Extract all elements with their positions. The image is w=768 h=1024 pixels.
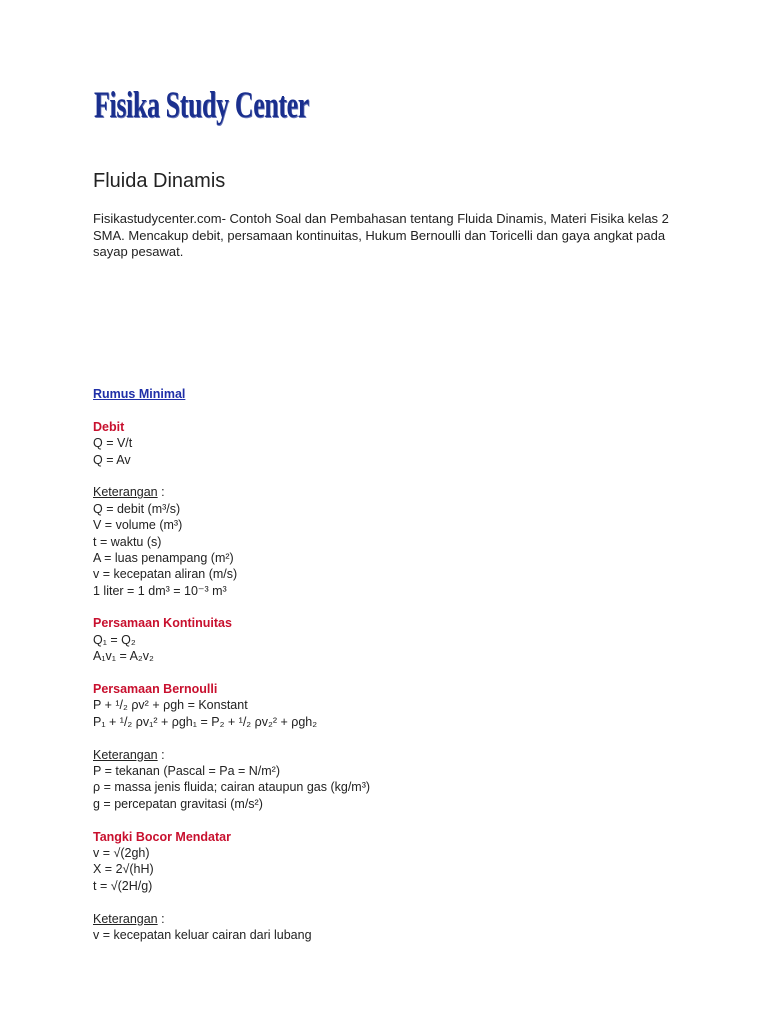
debit-item: 1 liter = 1 dm³ = 10⁻³ m³	[93, 583, 227, 598]
debit-item: A = luas penampang (m²)	[93, 550, 234, 565]
keterangan-colon: :	[157, 485, 165, 500]
debit-item: Q = debit (m³/s)	[93, 501, 181, 516]
kontinuitas-formula: A₁v₁ = A₂v₂	[93, 649, 154, 664]
kontinuitas-heading: Persamaan Kontinuitas	[93, 616, 232, 631]
keterangan-label: Keterangan	[93, 485, 158, 500]
rumus-minimal-link[interactable]: Rumus Minimal	[93, 387, 186, 401]
intro-line: sayap pesawat.	[93, 244, 184, 259]
debit-keterangan	[93, 484, 693, 500]
intro-paragraph	[93, 211, 693, 261]
bernoulli-formula: P + ¹/₂ ρv² + ρgh = Konstant	[93, 698, 248, 713]
bernoulli-item: P = tekanan (Pascal = Pa = N/m²)	[93, 763, 281, 778]
debit-heading: Debit	[93, 419, 125, 434]
site-logo: Fisika Study Center	[94, 85, 309, 126]
tangki-keterangan	[93, 911, 693, 927]
tangki-item: v = kecepatan keluar cairan dari lubang	[93, 927, 312, 942]
bernoulli-formula: P₁ + ¹/₂ ρv₁² + ρgh₁ = P₂ + ¹/₂ ρv₂² + ρgh₂	[93, 714, 318, 729]
debit-formula: Q = Av	[93, 452, 131, 467]
debit-formula: Q = V/t	[93, 436, 133, 451]
tangki-formula: t = √(2H/g)	[93, 878, 153, 893]
tangki-heading: Tangki Bocor Mendatar	[93, 829, 231, 844]
keterangan-colon: :	[157, 747, 165, 762]
bernoulli-item: ρ = massa jenis fluida; cairan ataupun gas (kg/m³)	[93, 780, 371, 795]
tangki-formula: v = √(2gh)	[93, 845, 150, 860]
formula-content	[93, 386, 693, 943]
intro-line: SMA. Mencakup debit, persamaan kontinuitas, Hukum Bernoulli dan Toricelli dan gaya angkat pada	[93, 227, 666, 243]
bernoulli-keterangan	[93, 747, 693, 763]
kontinuitas-formula: Q₁ = Q₂	[93, 632, 136, 647]
page-title: Fluida Dinamis	[93, 170, 226, 192]
keterangan-label: Keterangan	[93, 747, 158, 762]
keterangan-colon: :	[157, 911, 165, 926]
intro-line: Fisikastudycenter.com- Contoh Soal dan Pembahasan tentang Fluida Dinamis, Materi Fisika kelas 2	[93, 211, 669, 226]
bernoulli-heading: Persamaan Bernoulli	[93, 682, 218, 697]
bernoulli-item: g = percepatan gravitasi (m/s²)	[93, 796, 263, 811]
tangki-formula: X = 2√(hH)	[93, 862, 154, 877]
keterangan-label: Keterangan	[93, 911, 158, 926]
debit-item: v = kecepatan aliran (m/s)	[93, 567, 238, 582]
debit-item: V = volume (m³)	[93, 518, 183, 533]
debit-item: t = waktu (s)	[93, 534, 162, 549]
